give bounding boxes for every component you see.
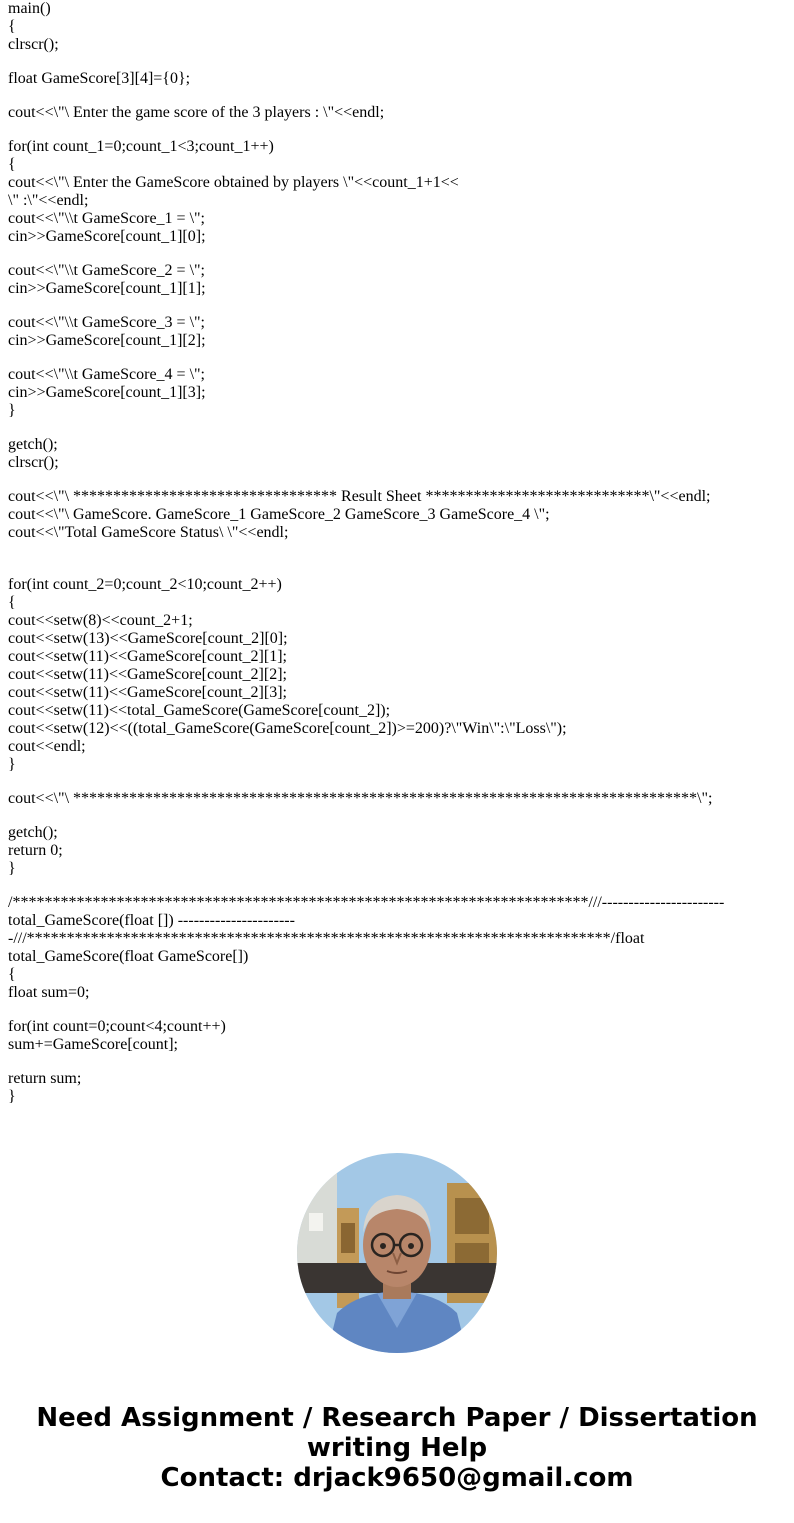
code-line: { (8, 18, 16, 35)
code-line: float GameScore[3][4]={0}; (8, 70, 191, 87)
code-line: float sum=0; (8, 984, 90, 1001)
code-line: getch(); (8, 436, 58, 453)
code-line: return 0; (8, 842, 63, 859)
code-listing (8, 0, 788, 1106)
code-line (8, 350, 788, 366)
author-portrait-image (297, 1153, 497, 1353)
code-line: clrscr(); (8, 454, 59, 471)
code-line: { (8, 594, 16, 611)
code-line: cout<<\"\ GameScore. GameScore_1 GameScore_2 GameScore_3 GameScore_4 \"; (8, 506, 550, 523)
code-line: cout<<\"\ ********************************* Result Sheet ****************************\"<<endl; (8, 488, 711, 505)
code-line: cout<<\"\\t GameScore_2 = \"; (8, 262, 205, 279)
code-line: cin>>GameScore[count_1][3]; (8, 384, 206, 401)
code-line: cout<<setw(11)<<GameScore[count_2][1]; (8, 648, 287, 665)
code-line: cout<<setw(11)<<total_GameScore(GameScore[count_2]); (8, 702, 391, 719)
code-line: for(int count_2=0;count_2<10;count_2++) (8, 576, 282, 593)
code-line: cout<<\"Total GameScore Status\ \"<<endl; (8, 524, 289, 541)
code-line (8, 808, 788, 824)
code-line: cout<<setw(11)<<GameScore[count_2][3]; (8, 684, 287, 701)
code-line: cout<<setw(8)<<count_2+1; (8, 612, 193, 629)
code-line: } (8, 860, 16, 877)
promo-banner (0, 1403, 794, 1493)
promo-line-1: Need Assignment / Research Paper / Dissertation (36, 1403, 758, 1433)
code-line: cout<<setw(13)<<GameScore[count_2][0]; (8, 630, 288, 647)
code-line (8, 472, 788, 488)
code-line: getch(); (8, 824, 58, 841)
author-avatar (297, 1153, 497, 1353)
code-line: } (8, 756, 16, 773)
code-line: sum+=GameScore[count]; (8, 1036, 178, 1053)
code-line: cout<<setw(11)<<GameScore[count_2][2]; (8, 666, 287, 683)
code-line: cout<<\"\ Enter the GameScore obtained by players \"<<count_1+1<< (8, 174, 459, 191)
code-line: \" :\"<<endl; (8, 192, 89, 209)
code-line (8, 88, 788, 104)
code-line: cout<<\"\ Enter the game score of the 3 players : \"<<endl; (8, 104, 385, 121)
code-line (8, 298, 788, 314)
code-line: cout<<\"\\t GameScore_3 = \"; (8, 314, 205, 331)
code-line: cin>>GameScore[count_1][1]; (8, 280, 206, 297)
code-line (8, 542, 788, 576)
code-line: /************************************************************************///----------------------- (8, 894, 725, 911)
code-line (8, 420, 788, 436)
code-line: cin>>GameScore[count_1][0]; (8, 228, 206, 245)
code-line (8, 122, 788, 138)
code-line: } (8, 402, 16, 419)
code-line: clrscr(); (8, 36, 59, 53)
code-line (8, 1054, 788, 1070)
code-line (8, 1002, 788, 1018)
code-line: total_GameScore(float []) ---------------------- (8, 912, 295, 929)
code-line: return sum; (8, 1070, 82, 1087)
code-line: main() (8, 0, 51, 17)
code-line: { (8, 966, 16, 983)
code-line: cout<<endl; (8, 738, 86, 755)
code-line: cout<<setw(12)<<((total_GameScore(GameScore[count_2])>=200)?\"Win\":\"Loss\"); (8, 720, 567, 737)
code-line: -///*************************************************************************/float (8, 930, 645, 947)
code-line: cout<<\"\ ******************************************************************************\"; (8, 790, 713, 807)
code-line (8, 878, 788, 894)
code-line: cout<<\"\\t GameScore_4 = \"; (8, 366, 205, 383)
promo-contact: Contact: drjack9650@gmail.com (160, 1463, 634, 1493)
code-line: for(int count_1=0;count_1<3;count_1++) (8, 138, 274, 155)
code-line: cin>>GameScore[count_1][2]; (8, 332, 206, 349)
code-line (8, 246, 788, 262)
code-line (8, 54, 788, 70)
code-line: cout<<\"\\t GameScore_1 = \"; (8, 210, 205, 227)
code-line: for(int count=0;count<4;count++) (8, 1018, 226, 1035)
code-line (8, 774, 788, 790)
code-line: { (8, 156, 16, 173)
code-line: total_GameScore(float GameScore[]) (8, 948, 249, 965)
code-line: } (8, 1088, 16, 1105)
promo-line-2: writing Help (306, 1433, 488, 1463)
